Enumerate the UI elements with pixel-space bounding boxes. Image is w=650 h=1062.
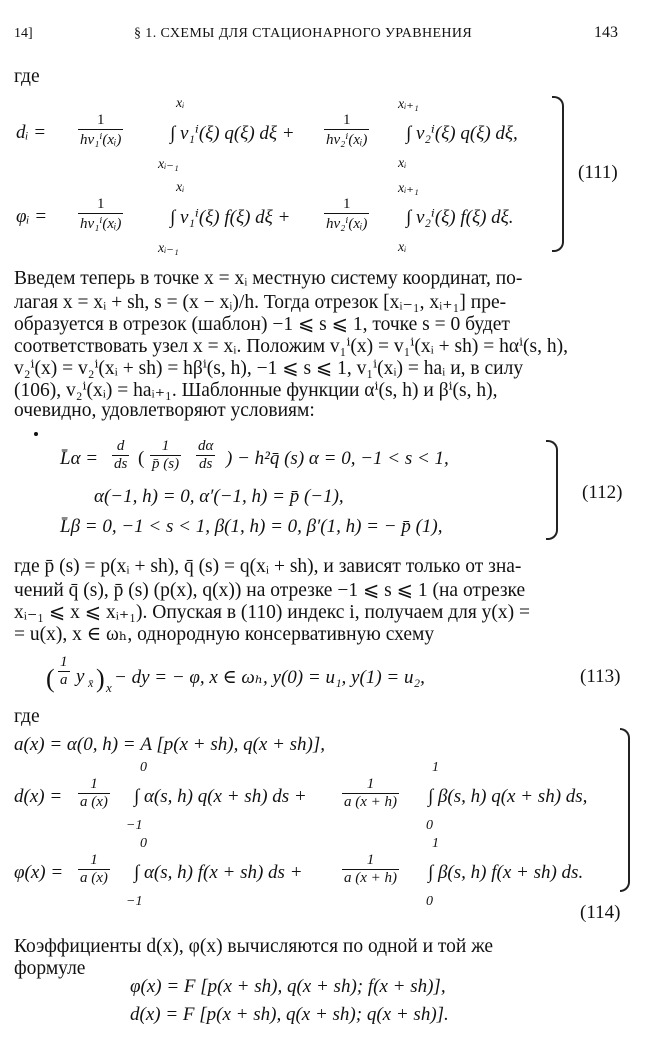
eq111-frac2-den: hv₂ⁱ(xᵢ): [326, 132, 368, 148]
eq113-sub: x̄: [88, 676, 94, 690]
para1-line: образуется в отрезок (шаблон) −1 ⩽ s ⩽ 1, точке s = 0 будет: [14, 314, 510, 335]
eq112-line1a: L̄α =: [60, 448, 99, 469]
eq114-int3: ∫ α(s, h) f(x + sh) ds +: [134, 862, 303, 883]
eq114-lo4: 0: [426, 894, 433, 909]
eq114-number: (114): [580, 902, 621, 923]
eq111-frac1: [76, 112, 125, 149]
eq111-lower1: xᵢ₋₁: [158, 157, 179, 172]
eq113-frac: $\frac{1}{a}$: [60, 654, 68, 688]
eq114-int4: ∫ β(s, h) f(x + sh) ds.: [428, 862, 584, 883]
eq112-line2: α(−1, h) = 0, α′(−1, h) = p̄ (−1),: [94, 486, 344, 507]
eq114-frac4: $\frac{1}{a (x + h)}$: [344, 852, 398, 886]
eq112-brace: [546, 440, 558, 540]
eq111-frac3: $\frac{1}{\text{hv₁ⁱ(xᵢ)}}$: [80, 196, 122, 232]
para1-line: соответствовать узел x = xᵢ. Положим v₁ⁱ(x) = v₁ⁱ(xᵢ + sh) = hαⁱ(s, h),: [14, 336, 568, 357]
eq112-number: (112): [582, 482, 623, 503]
eq114-int1: ∫ α(s, h) q(x + sh) ds +: [134, 786, 307, 807]
eq111-lower2: xᵢ: [398, 156, 407, 171]
word-gde: где: [14, 66, 40, 87]
eq114-up4: 1: [432, 836, 439, 851]
section-number: 14]: [14, 26, 33, 41]
eq112-d-frac: $\frac{d}{ds}$: [114, 438, 128, 472]
eq111-int1: ∫ v₁ⁱ(ξ) q(ξ) dξ +: [170, 123, 295, 144]
eq111-frac4: $\frac{1}{\text{hv₂ⁱ(xᵢ)}}$: [326, 196, 368, 232]
para2-line: чений q̄ (s), p̄ (s) (p(x), q(x)) на отрезке −1 ⩽ s ⩽ 1 (на отрезке: [14, 580, 526, 601]
final-formula-phi: φ(x) = F [p(x + sh), q(x + sh); f(x + sh)],: [130, 976, 446, 997]
eq112-da-frac: $\frac{d\alpha}{ds}$: [198, 438, 214, 472]
eq112-inner-frac: $\frac{1}{p̄ (s)}$: [152, 438, 180, 472]
eq111-number: (111): [578, 162, 618, 183]
eq114-frac2: $\frac{1}{a (x + h)}$: [344, 776, 398, 810]
eq111-upper3: xᵢ: [176, 180, 185, 195]
eq114-frac3: $\frac{1}{a (x)}$: [80, 852, 108, 886]
para2-line: где p̄ (s) = p(xᵢ + sh), q̄ (s) = q(xᵢ + sh), и зависят только от зна-: [14, 556, 522, 577]
eq114-lo3: −1: [126, 894, 143, 909]
eq113-close: ): [96, 664, 105, 693]
para2-line: = u(x), x ∈ ωₕ, однородную консервативную схему: [14, 624, 435, 645]
eq111-int3: ∫ v₁ⁱ(ξ) f(ξ) dξ +: [170, 207, 291, 228]
eq114-up2: 1: [432, 760, 439, 775]
eq114-brace: [620, 728, 630, 892]
eq111-upper1: xᵢ: [176, 96, 185, 111]
eq114-frac1: $\frac{1}{a (x)}$: [80, 776, 108, 810]
eq111-brace: [552, 96, 564, 252]
para1-line: v₂ⁱ(x) = v₂ⁱ(xᵢ + sh) = hβⁱ(s, h), −1 ⩽ s ⩽ 1, v₁ⁱ(xᵢ) = haᵢ и, в силу: [14, 358, 524, 379]
para1-line: лагая x = xᵢ + sh, s = (x − xᵢ)/h. Тогда отрезок [xᵢ₋₁, xᵢ₊₁] пре-: [14, 292, 507, 313]
eq113-closesub: x: [106, 680, 112, 695]
running-title: § 1. СХЕМЫ ДЛЯ СТАЦИОНАРНОГО УРАВНЕНИЯ: [134, 26, 473, 41]
eq112-line1b: ) − h²q̄ (s) α = 0, −1 < s < 1,: [226, 448, 449, 469]
word-gde-2: где: [14, 706, 40, 727]
eq113-y: y: [76, 666, 85, 687]
eq111-frac2-num: 1: [324, 112, 369, 130]
para1-line: очевидно, удовлетворяют условиям:: [14, 400, 315, 421]
para3-line: Коэффициенты d(x), φ(x) вычисляются по одной и той же: [14, 936, 494, 957]
eq114-int2: ∫ β(s, h) q(x + sh) ds,: [428, 786, 588, 807]
eq114-lo2: 0: [426, 818, 433, 833]
eq113-open: (: [46, 664, 55, 693]
eq114-line1: a(x) = α(0, h) = A [p(x + sh), q(x + sh)],: [14, 734, 326, 755]
para2-line: xᵢ₋₁ ⩽ x ⩽ xᵢ₊₁). Опуская в (110) индекс i, получаем для y(x) =: [14, 602, 531, 623]
eq113-rest: − dy = − φ, x ∈ ωₕ, y(0) = u₁, y(1) = u₂,: [114, 667, 425, 688]
eq112-line3: L̄β = 0, −1 < s < 1, β(1, h) = 0, β′(1, h) = − p̄ (1),: [60, 516, 443, 537]
eq111-d-lhs: dᵢ =: [16, 122, 47, 143]
eq114-up3: 0: [140, 836, 147, 851]
eq112-paren-open: (: [138, 448, 145, 469]
final-formula-d: d(x) = F [p(x + sh), q(x + sh); q(x + sh)].: [130, 1004, 449, 1025]
eq114-phi-lhs: φ(x) =: [14, 862, 64, 883]
eq111-int2: ∫ v₂ⁱ(ξ) q(ξ) dξ,: [406, 123, 518, 144]
eq111-lower4: xᵢ: [398, 240, 407, 255]
eq114-d-lhs: d(x) =: [14, 786, 63, 807]
eq111-upper4: xᵢ₊₁: [398, 181, 419, 196]
eq114-up1: 0: [140, 760, 147, 775]
eq113-number: (113): [580, 666, 621, 687]
bullet-dot: [34, 432, 38, 436]
para3-line: формуле: [14, 958, 86, 979]
eq111-upper2: xᵢ₊₁: [398, 97, 419, 112]
para1-line: (106), v₂ⁱ(xᵢ) = haᵢ₊₁. Шаблонные функции αⁱ(s, h) и βⁱ(s, h),: [14, 380, 498, 401]
page-number: 143: [594, 24, 618, 41]
eq111-frac1-num: 1: [78, 112, 123, 130]
eq111-int4: ∫ v₂ⁱ(ξ) f(ξ) dξ.: [406, 207, 514, 228]
eq111-frac2: [322, 112, 371, 149]
eq111-lower3: xᵢ₋₁: [158, 241, 179, 256]
eq114-lo1: −1: [126, 818, 143, 833]
eq111-frac1-den: hv₁ⁱ(xᵢ): [80, 132, 122, 148]
para1-line: Введем теперь в точке x = xᵢ местную систему координат, по-: [14, 268, 523, 289]
eq111-phi-lhs: φᵢ =: [16, 206, 48, 227]
